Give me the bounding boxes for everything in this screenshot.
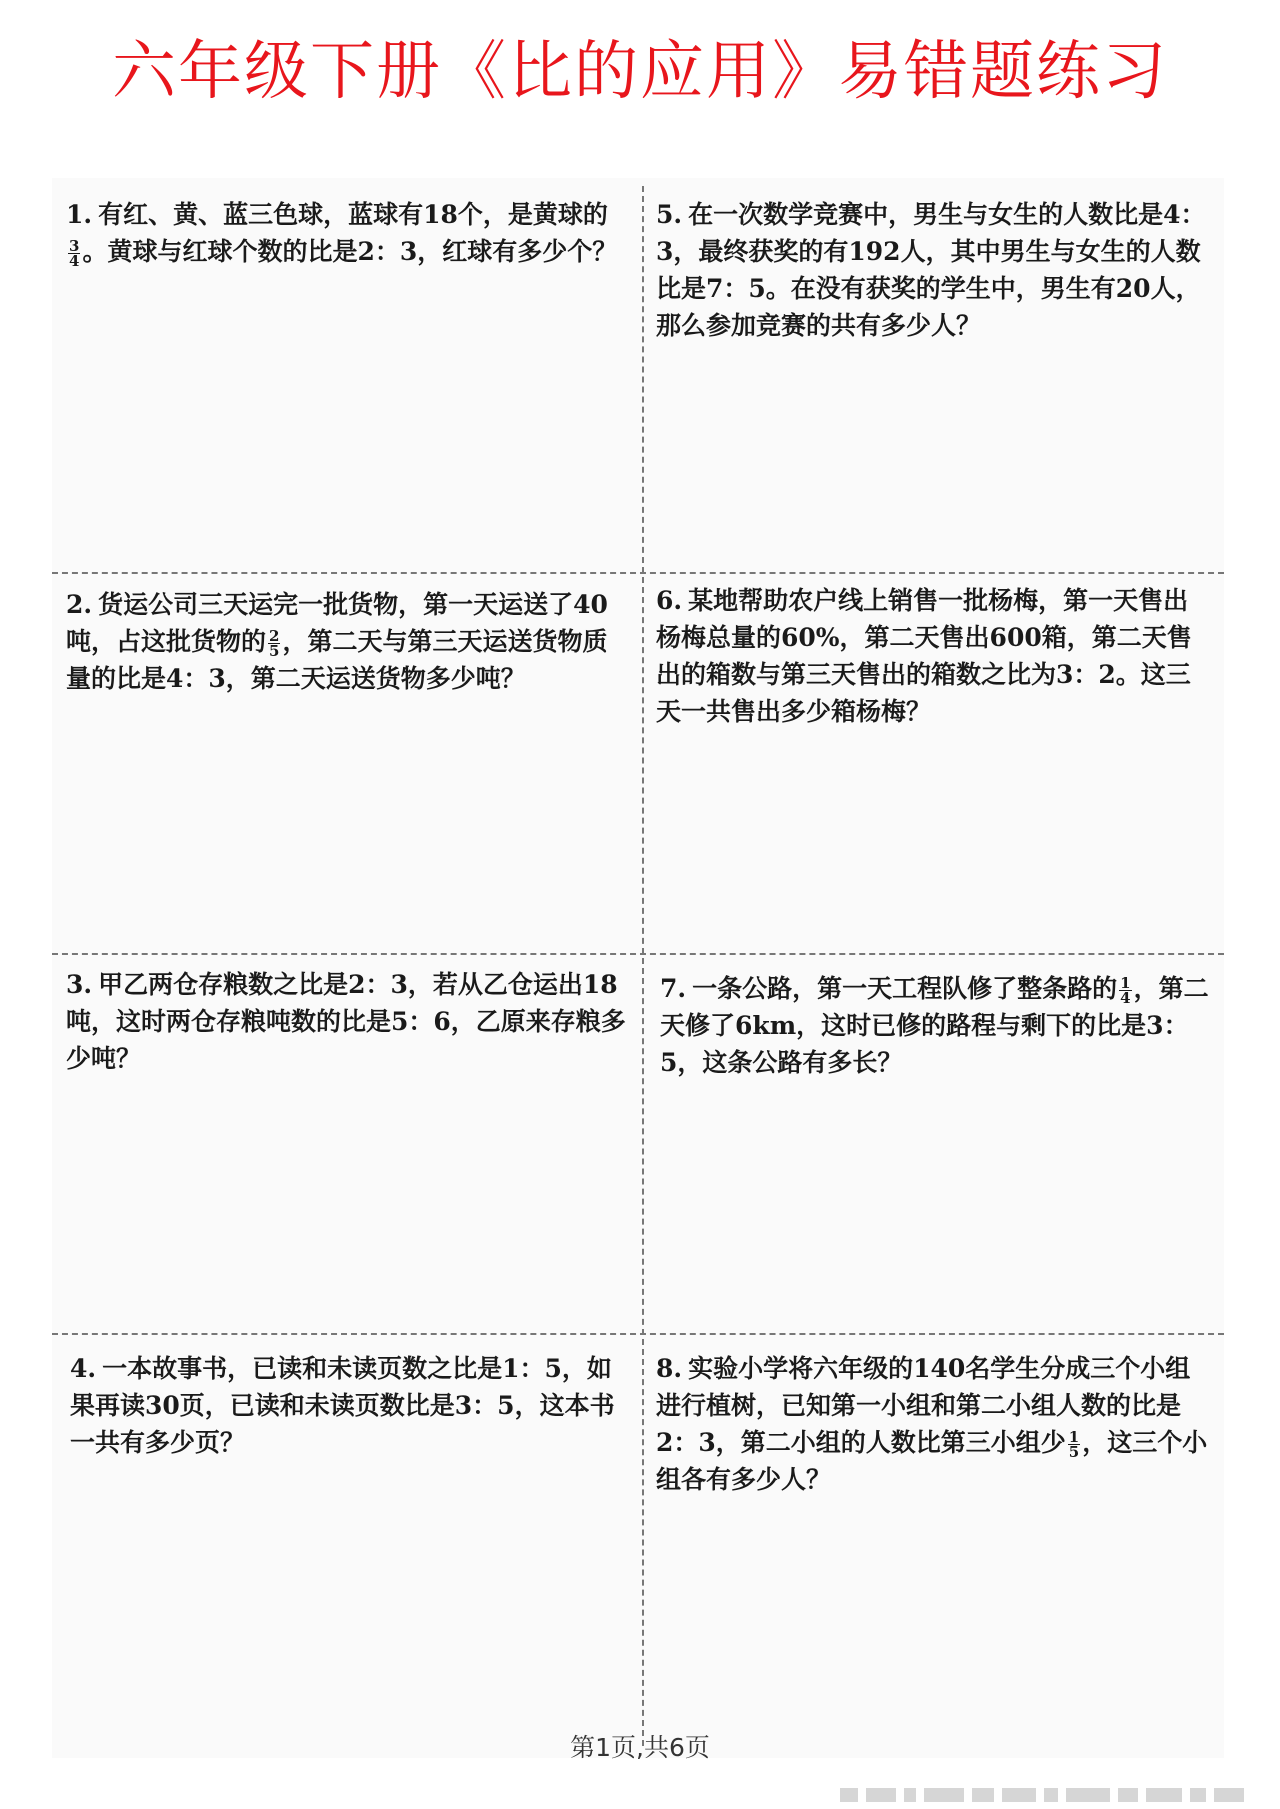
- fraction: $\frac{1}{4}$: [1120, 974, 1131, 1007]
- question-4: 4. 一本故事书，已读和未读页数之比是1：5，如果再读30页，已读和未读页数比是3：5，这本书一共有多少页？: [70, 1354, 615, 1457]
- question-2: 2. 货运公司三天运完一批货物，第一天运送了40吨，占这批货物的 $\frac{2}{5}$ ，第二天与第三天运送货物质量的比是4：3，第二天运送货物多少吨？: [66, 590, 608, 693]
- row-divider-1: [52, 572, 1224, 574]
- watermark-strip: [840, 1788, 1260, 1802]
- page-title: 六年级下册《比的应用》易错题练习: [112, 35, 1168, 109]
- question-7: 7. 一条公路，第一天工程队修了整条路的 $\frac{1}{4}$ ，第二天修了6km，这时已修的路程与剩下的比是3：5，这条公路有多长？: [660, 974, 1209, 1077]
- fraction: $\frac{1}{5}$: [1068, 1428, 1080, 1461]
- question-6: 6. 某地帮助农户线上销售一批杨梅，第一天售出杨梅总量的60%，第二天售出600箱，第二天售出的箱数与第三天售出的箱数之比为3：2。这三天一共售出多少箱杨梅？: [656, 586, 1192, 726]
- row-divider-3: [52, 1333, 1224, 1335]
- row-divider-2: [52, 953, 1224, 955]
- column-divider: [642, 186, 644, 1746]
- question-5: 5. 在一次数学竞赛中，男生与女生的人数比是4：3，最终获奖的有192人，其中男生与女生的人数比是7：5。在没有获奖的学生中，男生有20人，那么参加竞赛的共有多少人？: [656, 200, 1206, 340]
- question-3: 3. 甲乙两仓存粮数之比是2：3，若从乙仓运出18吨，这时两仓存粮吨数的比是5：6，乙原来存粮多少吨？: [66, 970, 626, 1073]
- fraction: $\frac{2}{5}$: [269, 627, 280, 660]
- question-1: 1. 有红、黄、蓝三色球，蓝球有18个，是黄球的 $\frac{3}{4}$ 。黄球与红球个数的比是2：3，红球有多少个？: [66, 200, 618, 270]
- fraction: $\frac{3}{4}$: [69, 237, 80, 270]
- question-8: 8. 实验小学将六年级的140名学生分成三个小组进行植树，已知第一小组和第二小组人数的比是2：3，第二小组的人数比第三小组少 $\frac{1}{5}$ ，这三个小组各有多少人？: [656, 1354, 1208, 1494]
- page-number: 第1页,共6页: [570, 1733, 710, 1762]
